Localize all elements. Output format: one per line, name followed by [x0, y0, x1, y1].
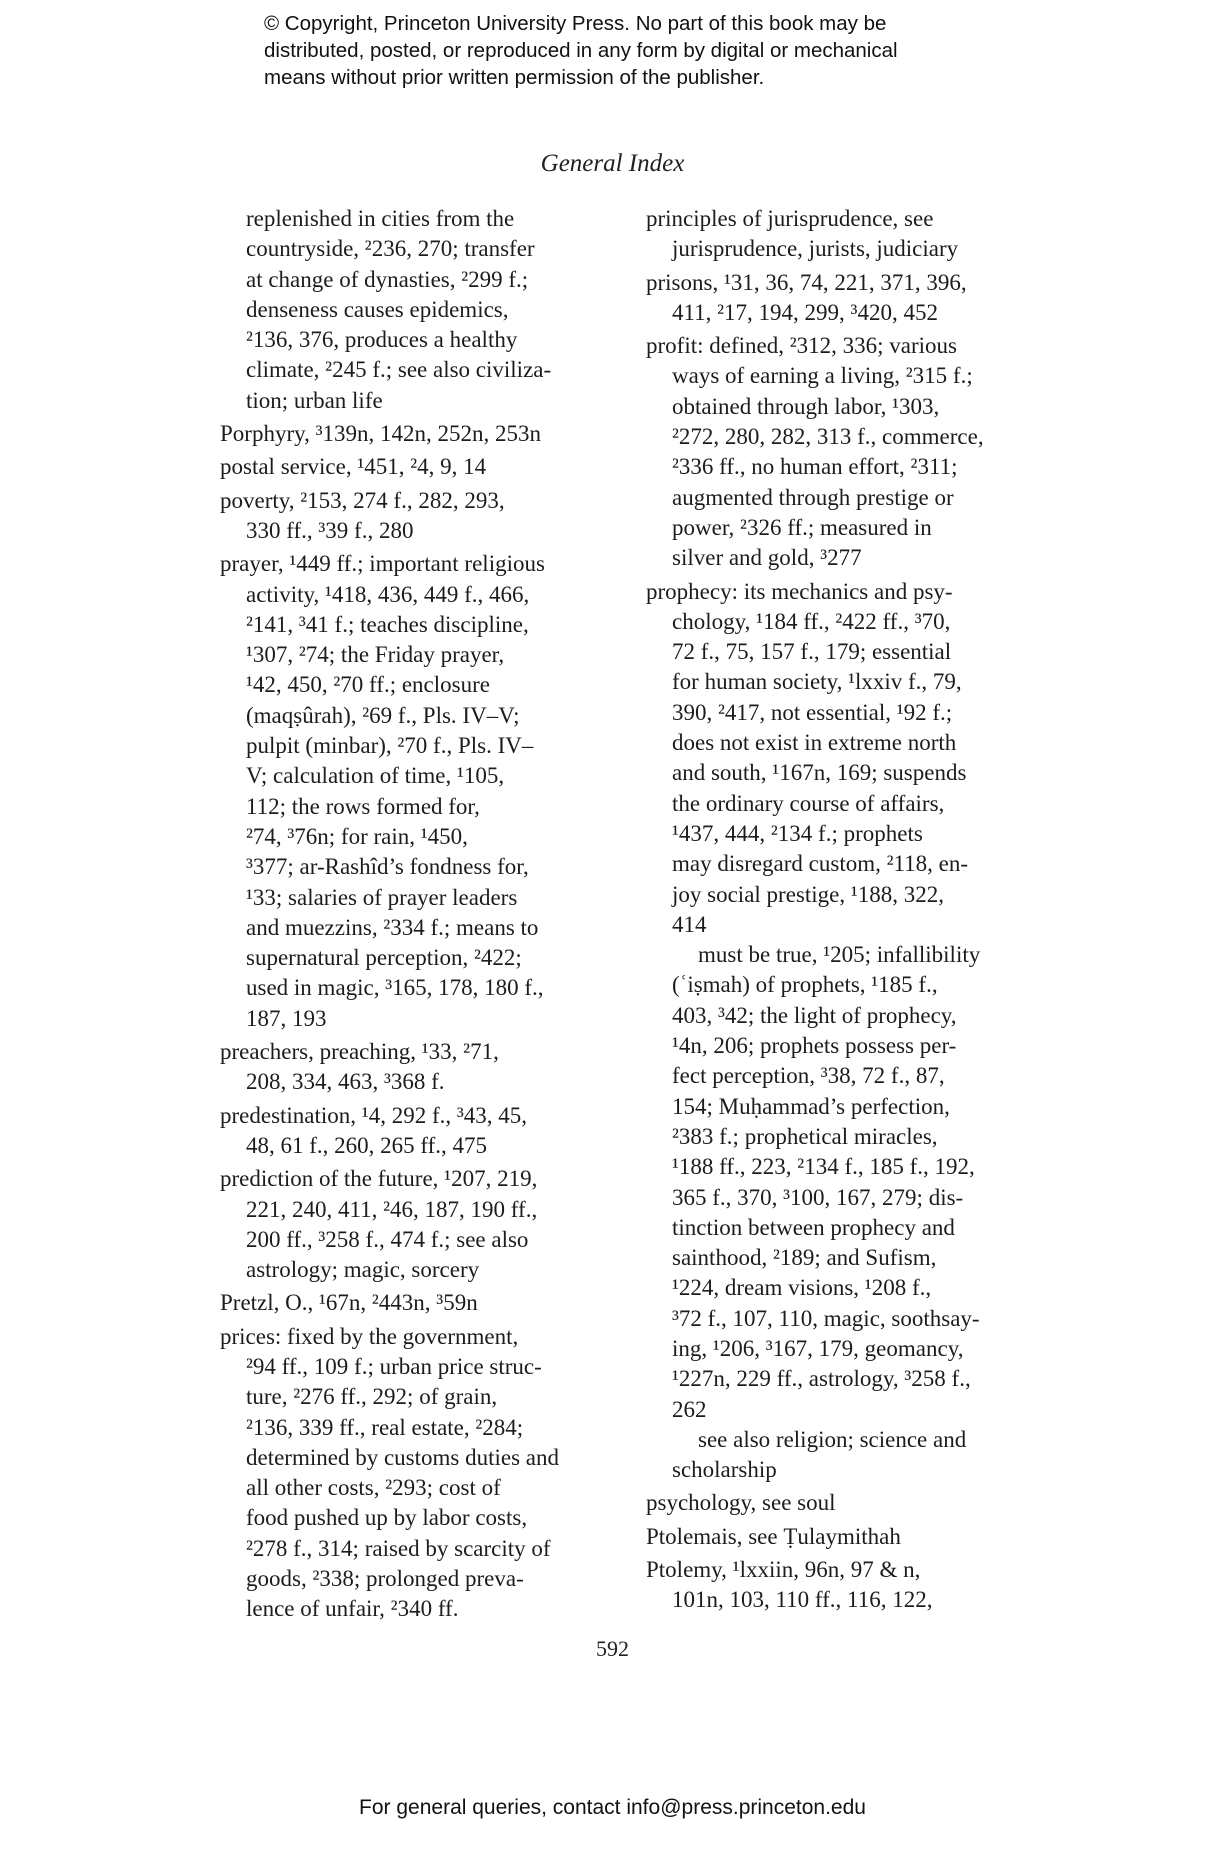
- index-line: 390, ²417, not essential, ¹92 f.;: [672, 699, 953, 725]
- index-line: for human society, ¹lxxiv f., 79,: [672, 669, 962, 695]
- index-line: sainthood, ²189; and Sufism,: [672, 1245, 937, 1271]
- index-line: psychology, see soul: [646, 1490, 836, 1516]
- index-line: 200 ff., ³258 f., 474 f.; see also: [246, 1226, 529, 1252]
- index-line: 262: [672, 1396, 707, 1422]
- index-line: ³377; ar-Rashîd’s fondness for,: [246, 854, 529, 880]
- index-line: Ptolemy, ¹lxxiin, 96n, 97 & n,: [646, 1557, 921, 1583]
- copyright-line-3: means without prior written permission of the publisher.: [264, 66, 765, 89]
- copyright-line-1: © Copyright, Princeton University Press. No part of this book may be: [264, 12, 887, 35]
- index-line: augmented through prestige or: [672, 484, 954, 510]
- index-line: ²272, 280, 282, 313 f., commerce,: [672, 424, 984, 450]
- index-line: replenished in cities from the: [246, 206, 515, 231]
- index-line: ²94 ff., 109 f.; urban price struc-: [246, 1353, 542, 1379]
- index-line: prediction of the future, ¹207, 219,: [220, 1166, 538, 1192]
- index-line: scholarship: [672, 1457, 777, 1483]
- index-line: ways of earning a living, ²315 f.;: [672, 363, 973, 389]
- index-line: used in magic, ³165, 178, 180 f.,: [246, 975, 544, 1001]
- index-line: obtained through labor, ¹303,: [672, 393, 940, 419]
- index-line: joy social prestige, ¹188, 322,: [672, 881, 944, 907]
- index-line: ¹42, 450, ²70 ff.; enclosure: [246, 672, 490, 698]
- index-line: ²136, 376, produces a healthy: [246, 327, 518, 353]
- index-line: poverty, ²153, 274 f., 282, 293,: [220, 487, 505, 513]
- index-line: fect perception, ³38, 72 f., 87,: [672, 1063, 945, 1089]
- index-line: jurisprudence, jurists, judiciary: [672, 236, 959, 262]
- index-line: prayer, ¹449 ff.; important religious: [220, 551, 545, 577]
- index-line: and south, ¹167n, 169; suspends: [672, 760, 967, 786]
- index-line: prisons, ¹31, 36, 74, 221, 371, 396,: [646, 269, 967, 295]
- index-line: (ʿiṣmah) of prophets, ¹185 f.,: [672, 972, 938, 998]
- index-line: 208, 334, 463, ³368 f.: [246, 1069, 445, 1095]
- index-line: Porphyry, ³139n, 142n, 252n, 253n: [220, 421, 542, 447]
- index-line: profit: defined, ²312, 336; various: [646, 333, 957, 359]
- index-line: power, ²326 ff.; measured in: [672, 514, 932, 540]
- index-line: 414: [672, 911, 707, 937]
- index-line: pulpit (minbar), ²70 f., Pls. IV–: [246, 733, 534, 759]
- index-line: ¹307, ²74; the Friday prayer,: [246, 642, 505, 668]
- index-line: 112; the rows formed for,: [246, 793, 480, 819]
- index-line: lence of unfair, ²340 ff.: [246, 1596, 459, 1622]
- index-line: preachers, preaching, ¹33, ²71,: [220, 1039, 499, 1065]
- index-line: ¹224, dream visions, ¹208 f.,: [672, 1275, 932, 1301]
- index-line: see also religion; science and: [698, 1426, 967, 1452]
- index-line: denseness causes epidemics,: [246, 296, 509, 322]
- index-line: ing, ¹206, ³167, 179, geomancy,: [672, 1335, 964, 1361]
- footer-contact: For general queries, contact info@press.princeton.edu: [359, 1796, 866, 1819]
- index-line: may disregard custom, ²118, en-: [672, 851, 969, 877]
- index-line: ²383 f.; prophetical miracles,: [672, 1123, 938, 1149]
- index-line: 187, 193: [246, 1005, 327, 1031]
- index-line: determined by customs duties and: [246, 1444, 559, 1470]
- index-line: astrology; magic, sorcery: [246, 1257, 480, 1283]
- index-line: countryside, ²236, 270; transfer: [246, 236, 535, 262]
- index-line: (maqṣûrah), ²69 f., Pls. IV–V;: [246, 702, 520, 728]
- index-line: ¹33; salaries of prayer leaders: [246, 884, 518, 910]
- index-line: ¹188 ff., 223, ²134 f., 185 f., 192,: [672, 1154, 975, 1180]
- index-line: postal service, ¹451, ²4, 9, 14: [220, 454, 487, 480]
- index-line: prices: fixed by the government,: [220, 1323, 519, 1349]
- index-line: ²136, 339 ff., real estate, ²284;: [246, 1414, 524, 1440]
- index-line: 221, 240, 411, ²46, 187, 190 ff.,: [246, 1196, 538, 1222]
- index-line: principles of jurisprudence, see: [646, 206, 934, 231]
- index-line: 72 f., 75, 157 f., 179; essential: [672, 639, 952, 665]
- index-line: ¹4n, 206; prophets possess per-: [672, 1033, 957, 1059]
- index-line: supernatural perception, ²422;: [246, 945, 522, 971]
- index-line: must be true, ¹205; infallibility: [698, 942, 981, 968]
- index-line: the ordinary course of affairs,: [672, 790, 945, 816]
- index-line: ³72 f., 107, 110, magic, soothsay-: [672, 1305, 980, 1331]
- copyright-line-2: distributed, posted, or reproduced in any form by digital or mechanical: [264, 39, 898, 62]
- index-line: 101n, 103, 110 ff., 116, 122,: [672, 1587, 933, 1613]
- index-line: and muezzins, ²334 f.; means to: [246, 914, 539, 940]
- copyright-notice: [264, 10, 1024, 91]
- index-line: chology, ¹184 ff., ²422 ff., ³70,: [672, 608, 951, 634]
- index-line: ¹437, 444, ²134 f.; prophets: [672, 820, 923, 846]
- index-line: 330 ff., ³39 f., 280: [246, 517, 414, 543]
- index-line: at change of dynasties, ²299 f.;: [246, 266, 529, 292]
- index-column-right: [646, 204, 1066, 1616]
- index-line: does not exist in extreme north: [672, 730, 957, 756]
- index-line: ²141, ³41 f.; teaches discipline,: [246, 611, 529, 637]
- index-line: 48, 61 f., 260, 265 ff., 475: [246, 1132, 488, 1158]
- index-line: predestination, ¹4, 292 f., ³43, 45,: [220, 1102, 527, 1128]
- index-line: ¹227n, 229 ff., astrology, ³258 f.,: [672, 1366, 971, 1392]
- index-line: 403, ³42; the light of prophecy,: [672, 1002, 957, 1028]
- index-column-left: [220, 204, 620, 1625]
- index-line: all other costs, ²293; cost of: [246, 1475, 501, 1501]
- index-line: goods, ²338; prolonged preva-: [246, 1566, 524, 1592]
- index-line: 411, ²17, 194, 299, ³420, 452: [672, 299, 938, 325]
- index-line: activity, ¹418, 436, 449 f., 466,: [246, 581, 530, 607]
- index-line: ²278 f., 314; raised by scarcity of: [246, 1535, 551, 1561]
- running-head: General Index: [540, 150, 685, 177]
- index-line: Pretzl, O., ¹67n, ²443n, ³59n: [220, 1290, 478, 1316]
- index-line: ²74, ³76n; for rain, ¹450,: [246, 823, 468, 849]
- index-line: silver and gold, ³277: [672, 545, 862, 571]
- index-line: tinction between prophecy and: [672, 1214, 955, 1240]
- index-line: ²336 ff., no human effort, ²311;: [672, 454, 958, 480]
- index-line: Ptolemais, see Ṭulaymithah: [646, 1523, 901, 1549]
- index-line: 154; Muḥammad’s perfection,: [672, 1093, 950, 1119]
- index-line: prophecy: its mechanics and psy-: [646, 578, 953, 604]
- page-number: 592: [596, 1636, 629, 1661]
- index-line: food pushed up by labor costs,: [246, 1505, 528, 1531]
- index-line: climate, ²245 f.; see also civiliza-: [246, 357, 552, 383]
- index-line: tion; urban life: [246, 387, 383, 413]
- index-line: 365 f., 370, ³100, 167, 279; dis-: [672, 1184, 964, 1210]
- index-line: V; calculation of time, ¹105,: [246, 763, 505, 789]
- index-line: ture, ²276 ff., 292; of grain,: [246, 1384, 498, 1410]
